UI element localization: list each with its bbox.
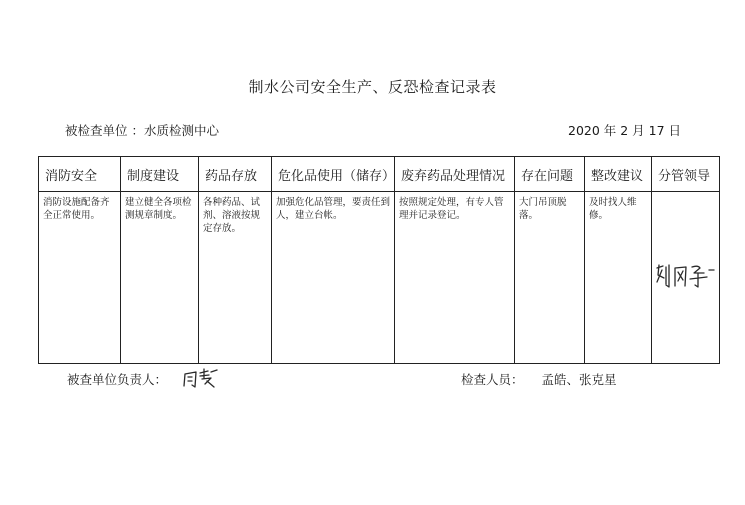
responsible-signature (181, 366, 221, 390)
header-leader: 分管领导 (652, 157, 720, 192)
table-row (39, 192, 720, 364)
cell-regulations: 建立健全各项检测规章制度。 (121, 192, 199, 364)
document-title: 制水公司安全生产、反恐检查记录表 (248, 78, 497, 96)
inspectors (461, 370, 617, 388)
cell-fire-safety: 消防设施配备齐全正常使用。 (39, 192, 121, 364)
cell-drug-storage: 各种药品、试剂、溶液按规定存放。 (199, 192, 272, 364)
cell-hazardous-chemicals: 加强危化品管理，要责任到人，建立台帐。 (272, 192, 395, 364)
inspector-label: 检查人员： (461, 372, 524, 387)
header-waste-disposal: 废弃药品处理情况 (395, 157, 515, 192)
inspection-date: 2020 年 2 月 17 日 (568, 123, 682, 138)
table-header-row (39, 157, 720, 192)
header-hazardous-chemicals: 危化品使用（储存） (272, 157, 395, 192)
header-issues: 存在问题 (515, 157, 585, 192)
cell-suggestions: 及时找人维修。 (585, 192, 652, 364)
cell-waste-disposal: 按照规定处理，有专人管理并记录登记。 (395, 192, 515, 364)
responsible-label: 被查单位负责人： (67, 372, 168, 387)
header-suggestions: 整改建议 (585, 157, 652, 192)
inspected-unit-value: 水质检测中心 (143, 123, 219, 138)
inspection-record-table (38, 156, 720, 364)
header-regulations: 制度建设 (121, 157, 199, 192)
cell-issues: 大门吊顶脱落。 (515, 192, 585, 364)
inspector-names: 孟皓、张克星 (541, 372, 617, 387)
leader-signature (654, 262, 716, 290)
inspected-unit (65, 121, 219, 139)
header-fire-safety: 消防安全 (39, 157, 121, 192)
header-drug-storage: 药品存放 (199, 157, 272, 192)
inspected-unit-label: 被检查单位 ： (65, 123, 144, 138)
responsible-person (67, 370, 167, 388)
